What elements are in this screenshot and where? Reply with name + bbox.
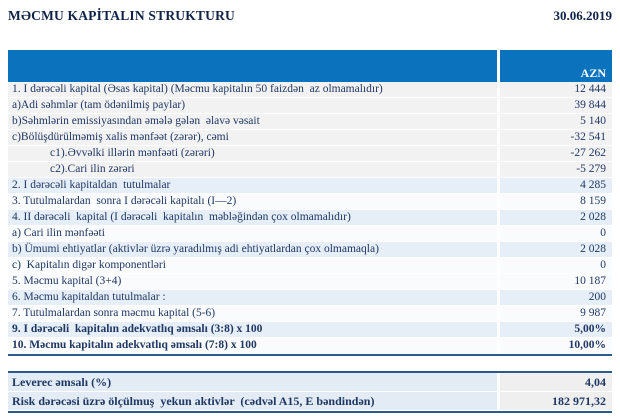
row-label: c1).Əvvəlki illərin mənfəəti (zərəri) [8,146,500,162]
row-value: 5 140 [500,114,612,130]
row-value: 2 028 [500,210,612,226]
table-row [8,130,612,146]
row-value: -5 279 [500,162,612,178]
page-title: MƏCMU KAPİTALIN STRUKTURU [8,8,235,23]
row-label: 10. Məcmu kapitalın adekvatlıq əmsalı (7:8) x 100 [8,338,500,354]
table-row [8,98,612,114]
row-value: -27 262 [500,146,612,162]
row-label: 1. I dərəcəli kapital (Əsas kapital) (Məcmu kapitalın 50 faizdən az olmamalıdır) [8,82,500,98]
row-value: 10,00% [500,338,612,354]
row-label: 5. Məcmu kapital (3+4) [8,274,500,290]
row-label: 7. Tutulmalardan sonra məcmu kapital (5-6) [8,306,500,322]
table-row [8,194,612,210]
table-header-row [8,50,612,82]
row-label: 2. I dərəcəli kapitaldan tutulmalar [8,178,500,194]
summary-table [8,371,612,413]
table-row [8,146,612,162]
summary-table-body [8,373,612,411]
row-value: 5,00% [500,322,612,338]
row-label: 6. Məcmu kapitaldan tutulmalar : [8,290,500,306]
row-label: 3. Tutulmalardan sonra I dərəcəli kapitalı (I—2) [8,194,500,210]
table-row [8,338,612,354]
row-value: 4,04 [500,373,612,392]
row-label: a) Cari ilin mənfəəti [8,226,500,242]
row-label: c) Kapitalın digər komponentləri [8,258,500,274]
row-value: 182 971,32 [500,392,612,411]
row-label: a)Adi səhmlər (tam ödənilmiş paylar) [8,98,500,114]
row-label: c2).Cari ilin zərəri [8,162,500,178]
report-date: 30.06.2019 [553,8,612,23]
table-row [8,82,612,98]
row-value: 2 028 [500,242,612,258]
table-row [8,162,612,178]
table-row [8,114,612,130]
table-row [8,210,612,226]
table-row [8,258,612,274]
row-value: 8 159 [500,194,612,210]
row-label: 9. I dərəcəli kapitalın adekvatlıq əmsalı (3:8) x 100 [8,322,500,338]
row-value: -32 541 [500,130,612,146]
table-row [8,242,612,258]
row-value: 0 [500,258,612,274]
table-row [8,226,612,242]
table-row [8,178,612,194]
table-body [8,82,612,354]
titlebar [0,0,620,24]
row-label: b)Səhmlərin emissiyasından əmələ gələn əlavə vəsait [8,114,500,130]
table-row [8,290,612,306]
row-label: 4. II dərəcəli kapital (I dərəcəli kapitalın məbləğindən çox olmamalıdır) [8,210,500,226]
table-row [8,322,612,338]
currency-header: AZN [500,50,612,82]
row-value: 0 [500,226,612,242]
table-row [8,306,612,322]
row-value: 12 444 [500,82,612,98]
row-label: Risk dərəcəsi üzrə ölçülmuş yekun aktivlər (cədvəl A15, E bəndindən) [8,392,500,411]
header-label-cell [8,50,500,82]
row-value: 4 285 [500,178,612,194]
table-row [8,274,612,290]
row-label: c)Bölüşdürülməmiş xalis mənfəət (zərər), cəmi [8,130,500,146]
table-row [8,373,612,392]
row-value: 9 987 [500,306,612,322]
row-value: 39 844 [500,98,612,114]
row-label: b) Ümumi ehtiyatlar (aktivlər üzrə yaradılmış adi ehtiyatlardan çox olmamaqla) [8,242,500,258]
row-value: 200 [500,290,612,306]
row-value: 10 187 [500,274,612,290]
row-label: Leverec əmsalı (%) [8,373,500,392]
capital-structure-table [8,50,612,356]
table-row [8,392,612,411]
